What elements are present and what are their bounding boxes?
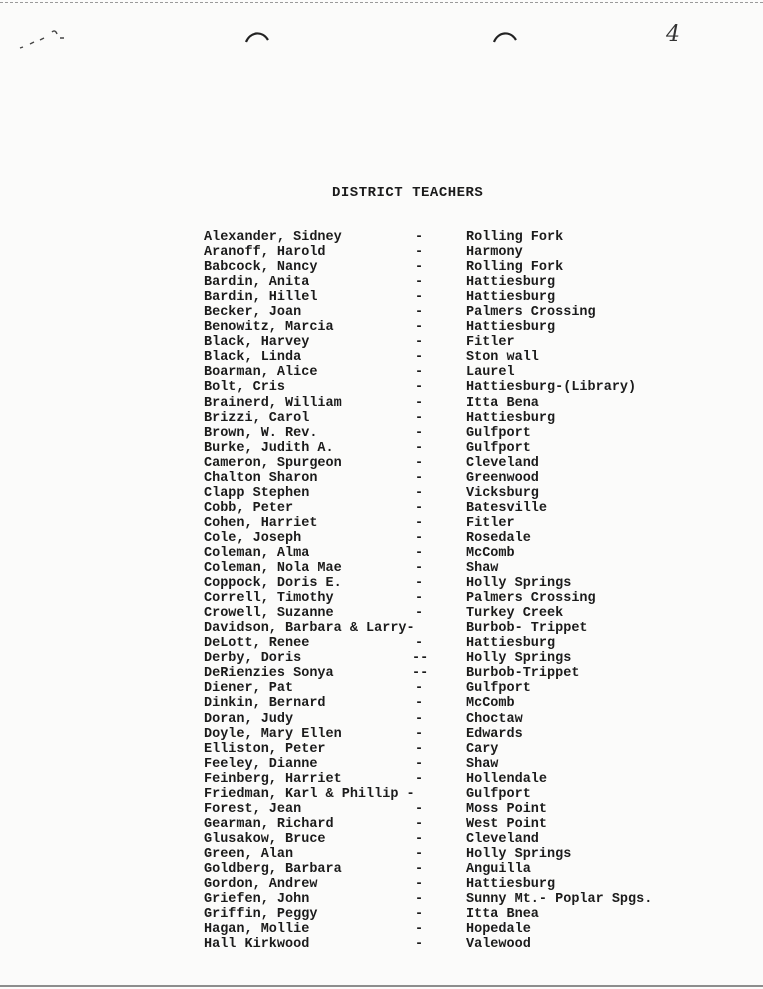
teacher-name: Feinberg, Harriet (204, 771, 342, 787)
teacher-location: Choctaw (466, 711, 523, 727)
teacher-row (204, 832, 674, 847)
teacher-name: Benowitz, Marcia (204, 320, 334, 336)
teacher-location: Gulfport (466, 440, 531, 456)
teacher-row (204, 666, 674, 681)
separator-dash: - (414, 801, 424, 817)
teacher-name: Feeley, Dianne (204, 756, 318, 772)
teacher-row (204, 441, 674, 456)
teacher-name: Becker, Joan (204, 305, 302, 321)
teacher-location: Hattiesburg-(Library) (466, 380, 637, 396)
teacher-location: Sunny Mt.- Poplar Spgs. (466, 892, 653, 908)
teacher-row (204, 230, 674, 245)
teacher-name: Crowell, Suzanne (204, 606, 334, 622)
teacher-row (204, 531, 674, 546)
teacher-row (204, 772, 674, 787)
teacher-row (204, 847, 674, 862)
teacher-row (204, 757, 674, 772)
separator-dash: - (414, 440, 424, 456)
teacher-name: Bardin, Hillel (204, 290, 318, 306)
teacher-row (204, 486, 674, 501)
teacher-location: Edwards (466, 726, 523, 742)
teacher-location: Greenwood (466, 470, 539, 486)
teacher-row (204, 907, 674, 922)
teacher-location: Vicksburg (466, 485, 539, 501)
teacher-location: Hattiesburg (466, 877, 556, 893)
teacher-location: Hattiesburg (466, 636, 556, 652)
separator-dash: - (414, 726, 424, 742)
teacher-row (204, 561, 674, 576)
teacher-row (204, 681, 674, 696)
teacher-name: Correll, Timothy (204, 591, 334, 607)
teacher-location: Rosedale (466, 530, 531, 546)
separator-dash: - (414, 335, 424, 351)
separator-dash: - (414, 576, 424, 592)
teacher-location: McComb (466, 545, 515, 561)
separator-dash: - (414, 410, 424, 426)
teacher-row (204, 365, 674, 380)
separator-dash: - (414, 892, 424, 908)
teacher-name: DeRienzies Sonya (204, 666, 334, 682)
teacher-row (204, 516, 674, 531)
teacher-name: Bolt, Cris (204, 380, 286, 396)
teacher-row (204, 396, 674, 411)
separator-dash: - (414, 741, 424, 757)
teacher-name: Doran, Judy (204, 711, 294, 727)
separator-dash: - (414, 816, 424, 832)
teacher-name: Brown, W. Rev. (204, 425, 318, 441)
teacher-location: Hattiesburg (466, 320, 556, 336)
teacher-location: Holly Springs (466, 651, 572, 667)
teacher-row (204, 320, 674, 335)
teacher-name: Forest, Jean (204, 801, 302, 817)
teacher-name: Black, Linda (204, 350, 302, 366)
teacher-name: Griffin, Peggy (204, 907, 318, 923)
teacher-row (204, 335, 674, 350)
teacher-name: Brizzi, Carol (204, 410, 310, 426)
top-perforation-rule (0, 2, 763, 3)
teacher-name: Elliston, Peter (204, 741, 326, 757)
teacher-name: Gearman, Richard (204, 816, 334, 832)
separator-dash: - (414, 290, 424, 306)
document-title: DISTRICT TEACHERS (332, 185, 484, 201)
separator-dash: - (414, 846, 424, 862)
pen-scribble-mark (16, 26, 76, 52)
separator-dash: - (414, 395, 424, 411)
separator-dash: - (414, 591, 424, 607)
teacher-name: Coleman, Alma (204, 545, 310, 561)
teacher-row (204, 742, 674, 757)
separator-dash: - (414, 545, 424, 561)
teacher-row (204, 501, 674, 516)
teacher-location: Batesville (466, 500, 548, 516)
page-number: 4 (666, 22, 680, 47)
separator-dash: - (414, 230, 424, 245)
teacher-row (204, 350, 674, 365)
teacher-name: Cohen, Harriet (204, 515, 318, 531)
teacher-name: Cobb, Peter (204, 500, 294, 516)
teacher-name: Brainerd, William (204, 395, 342, 411)
teacher-name: Aranoff, Harold (204, 245, 326, 261)
teacher-list (204, 230, 674, 952)
teacher-location: Gulfport (466, 786, 531, 802)
teacher-location: Holly Springs (466, 576, 572, 592)
teacher-name: Goldberg, Barbara (204, 861, 342, 877)
teacher-location: Hopedale (466, 922, 531, 938)
teacher-row (204, 305, 674, 320)
teacher-name: Hagan, Mollie (204, 922, 310, 938)
separator-dash: - (414, 260, 424, 276)
separator-dash: - (414, 937, 424, 953)
teacher-row (204, 636, 674, 651)
teacher-name: Coleman, Nola Mae (204, 561, 342, 577)
teacher-location: Fitler (466, 335, 515, 351)
separator-dash: - (414, 275, 424, 291)
separator-dash: - (414, 831, 424, 847)
teacher-name: Babcock, Nancy (204, 260, 318, 276)
separator-dash: - (414, 756, 424, 772)
teacher-location: West Point (466, 816, 548, 832)
teacher-row (204, 245, 674, 260)
separator-dash: - (414, 922, 424, 938)
separator-dash: - (414, 455, 424, 471)
teacher-row (204, 576, 674, 591)
teacher-location: Hattiesburg (466, 290, 556, 306)
separator-dash: - (414, 500, 424, 516)
separator-dash: - (414, 907, 424, 923)
teacher-location: Itta Bnea (466, 907, 539, 923)
teacher-name: Alexander, Sidney (204, 230, 342, 245)
separator-dash: -- (412, 666, 429, 682)
teacher-row (204, 892, 674, 907)
teacher-location: McComb (466, 696, 515, 712)
separator-dash: - (414, 681, 424, 697)
teacher-row (204, 621, 674, 636)
teacher-name: Chalton Sharon (204, 470, 318, 486)
teacher-name: Derby, Doris (204, 651, 302, 667)
separator-dash: - (414, 515, 424, 531)
teacher-location: Turkey Creek (466, 606, 564, 622)
teacher-row (204, 922, 674, 937)
teacher-name: Coppock, Doris E. (204, 576, 342, 592)
separator-dash: - (414, 636, 424, 652)
separator-dash: - (414, 320, 424, 336)
separator-dash: - (414, 380, 424, 396)
binder-hole-mark (492, 30, 518, 44)
separator-dash: - (414, 350, 424, 366)
teacher-row (204, 817, 674, 832)
teacher-name: Clapp Stephen (204, 485, 310, 501)
binder-hole-mark (244, 30, 270, 44)
teacher-row (204, 591, 674, 606)
teacher-row (204, 712, 674, 727)
teacher-location: Rolling Fork (466, 230, 564, 245)
separator-dash: - (414, 365, 424, 381)
teacher-row (204, 456, 674, 471)
teacher-row (204, 275, 674, 290)
teacher-name: Doyle, Mary Ellen (204, 726, 342, 742)
teacher-name: Hall Kirkwood (204, 937, 310, 953)
teacher-name: Cole, Joseph (204, 530, 302, 546)
separator-dash: - (414, 530, 424, 546)
teacher-location: Shaw (466, 756, 499, 772)
teacher-row (204, 727, 674, 742)
teacher-row (204, 380, 674, 395)
teacher-location: Moss Point (466, 801, 548, 817)
separator-dash: - (414, 305, 424, 321)
teacher-location: Laurel (466, 365, 515, 381)
teacher-location: Holly Springs (466, 846, 572, 862)
teacher-row (204, 471, 674, 486)
separator-dash: - (414, 861, 424, 877)
teacher-name: Griefen, John (204, 892, 310, 908)
teacher-name: Cameron, Spurgeon (204, 455, 342, 471)
separator-dash: -- (412, 651, 429, 667)
teacher-name: Black, Harvey (204, 335, 310, 351)
teacher-row (204, 651, 674, 666)
teacher-row (204, 260, 674, 275)
teacher-name: Boarman, Alice (204, 365, 318, 381)
separator-dash: - (414, 425, 424, 441)
teacher-location: Cleveland (466, 831, 539, 847)
teacher-row (204, 802, 674, 817)
teacher-name: Davidson, Barbara & Larry- (204, 621, 415, 637)
teacher-row (204, 862, 674, 877)
teacher-name: Dinkin, Bernard (204, 696, 326, 712)
teacher-location: Rolling Fork (466, 260, 564, 276)
teacher-name: DeLott, Renee (204, 636, 310, 652)
teacher-location: Fitler (466, 515, 515, 531)
teacher-row (204, 606, 674, 621)
teacher-location: Hattiesburg (466, 275, 556, 291)
teacher-location: Cary (466, 741, 499, 757)
bottom-edge-rule (0, 985, 763, 987)
teacher-row (204, 546, 674, 561)
teacher-location: Burbob- Trippet (466, 621, 588, 637)
separator-dash: - (414, 877, 424, 893)
teacher-row (204, 696, 674, 711)
teacher-location: Ston wall (466, 350, 539, 366)
teacher-location: Anguilla (466, 861, 531, 877)
teacher-location: Hollendale (466, 771, 548, 787)
teacher-row (204, 290, 674, 305)
teacher-location: Shaw (466, 561, 499, 577)
teacher-location: Harmony (466, 245, 523, 261)
separator-dash: - (414, 245, 424, 261)
teacher-row (204, 787, 674, 802)
separator-dash: - (414, 696, 424, 712)
teacher-location: Valewood (466, 937, 531, 953)
teacher-name: Gordon, Andrew (204, 877, 318, 893)
teacher-location: Cleveland (466, 455, 539, 471)
teacher-location: Hattiesburg (466, 410, 556, 426)
teacher-name: Friedman, Karl & Phillip - (204, 786, 415, 802)
teacher-location: Itta Bena (466, 395, 539, 411)
separator-dash: - (414, 771, 424, 787)
teacher-location: Palmers Crossing (466, 305, 596, 321)
teacher-name: Glusakow, Bruce (204, 831, 326, 847)
separator-dash: - (414, 470, 424, 486)
teacher-name: Green, Alan (204, 846, 294, 862)
teacher-row (204, 411, 674, 426)
separator-dash: - (414, 606, 424, 622)
teacher-row (204, 937, 674, 952)
separator-dash: - (414, 485, 424, 501)
teacher-name: Diener, Pat (204, 681, 294, 697)
teacher-location: Burbob-Trippet (466, 666, 580, 682)
separator-dash: - (414, 711, 424, 727)
teacher-row (204, 877, 674, 892)
teacher-name: Burke, Judith A. (204, 440, 334, 456)
teacher-location: Palmers Crossing (466, 591, 596, 607)
teacher-location: Gulfport (466, 681, 531, 697)
teacher-location: Gulfport (466, 425, 531, 441)
teacher-name: Bardin, Anita (204, 275, 310, 291)
teacher-row (204, 426, 674, 441)
separator-dash: - (414, 561, 424, 577)
